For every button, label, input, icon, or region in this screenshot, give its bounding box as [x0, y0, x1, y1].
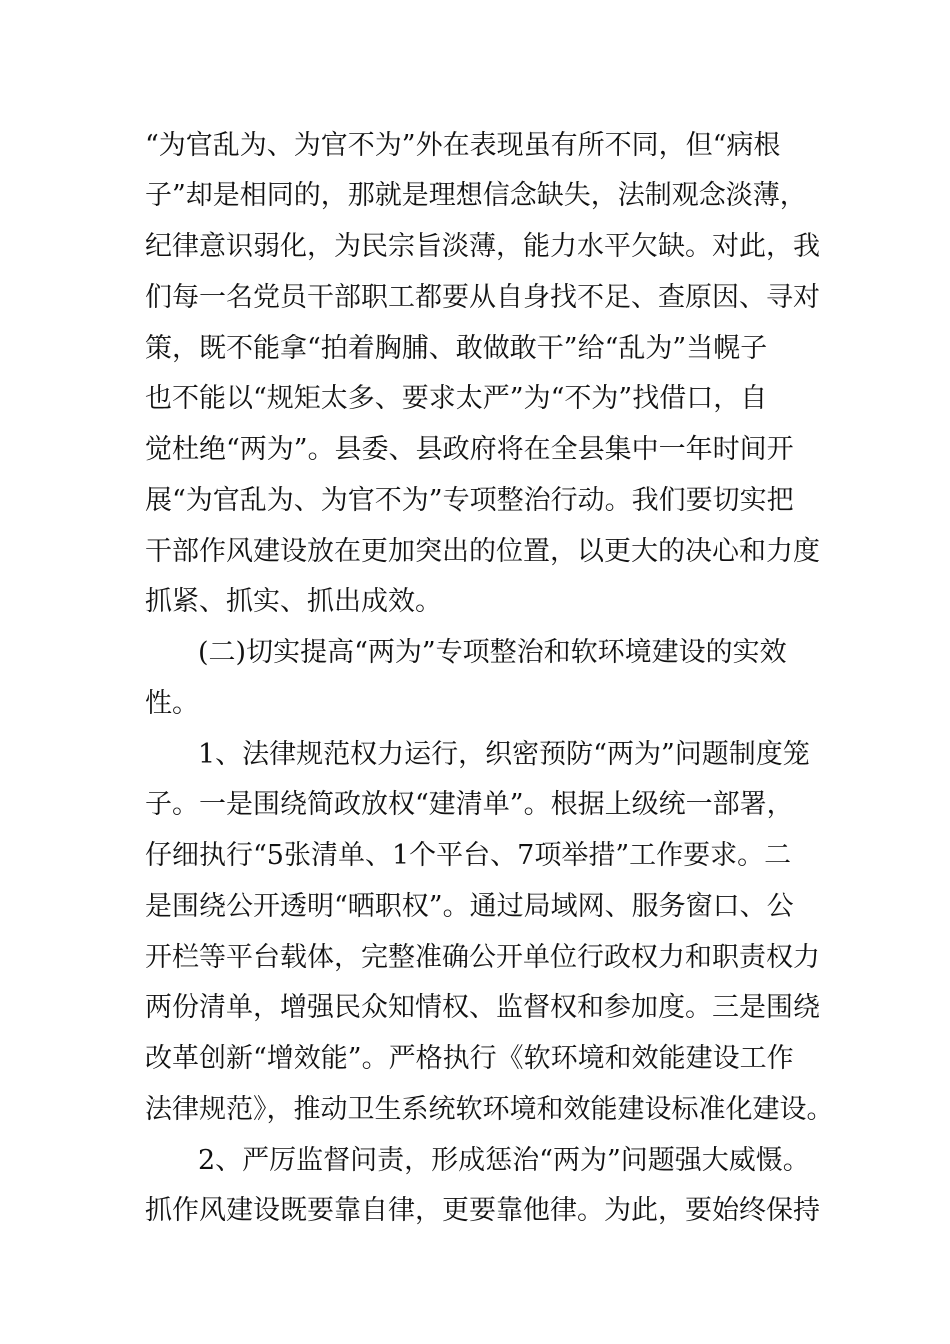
text-line: 改革创新“增效能”。严格执行《软环境和效能建设工作: [145, 1043, 794, 1074]
text-line: 策，既不能拿“拍着胸脯、敢做敢干”给“乱为”当幌子: [145, 333, 768, 364]
text-line: 子”却是相同的，那就是理想信念缺失，法制观念淡薄，: [145, 180, 807, 211]
text-line: 纪律意识弱化，为民宗旨淡薄，能力水平欠缺。对此，我: [145, 231, 820, 262]
section-heading: (二)切实提高“两为”专项整治和软环境建设的实效: [198, 637, 787, 668]
subsection-heading: 2、严厉监督问责，形成惩治“两为”问题强大威慑。: [198, 1145, 810, 1176]
text-line: 干部作风建设放在更加突出的位置，以更大的决心和力度: [145, 536, 820, 567]
text-line: 也不能以“规矩太多、要求太严”为“不为”找借口，自: [145, 383, 768, 414]
text-line: 展“为官乱为、为官不为”专项整治行动。我们要切实把: [145, 485, 794, 516]
text-line: 抓作风建设既要靠自律，更要靠他律。为此，要始终保持: [145, 1195, 820, 1226]
text-line: 们每一名党员干部职工都要从自身找不足、查原因、寻对: [145, 282, 820, 313]
text-line: 是围绕公开透明“晒职权”。通过局域网、服务窗口、公: [145, 891, 794, 922]
section-heading-continued: 性。: [145, 688, 199, 719]
text-line: 两份清单，增强民众知情权、监督权和参加度。三是围绕: [145, 992, 820, 1023]
text-line: 子。一是围绕简政放权“建清单”。根据上级统一部署，: [145, 789, 794, 820]
subsection-heading: 1、法律规范权力运行，织密预防“两为”问题制度笼: [198, 739, 810, 770]
text-line: 仔细执行“5张清单、1个平台、7项举措”工作要求。二: [145, 840, 792, 871]
text-line: “为官乱为、为官不为”外在表现虽有所不同，但“病根: [145, 130, 781, 161]
text-line: 觉杜绝“两为”。县委、县政府将在全县集中一年时间开: [145, 434, 794, 465]
text-line: 抓紧、抓实、抓出成效。: [145, 586, 442, 617]
text-line: 法律规范》，推动卫生系统软环境和效能建设标准化建设。: [145, 1094, 834, 1125]
text-line: 开栏等平台载体，完整准确公开单位行政权力和职责权力: [145, 942, 820, 973]
